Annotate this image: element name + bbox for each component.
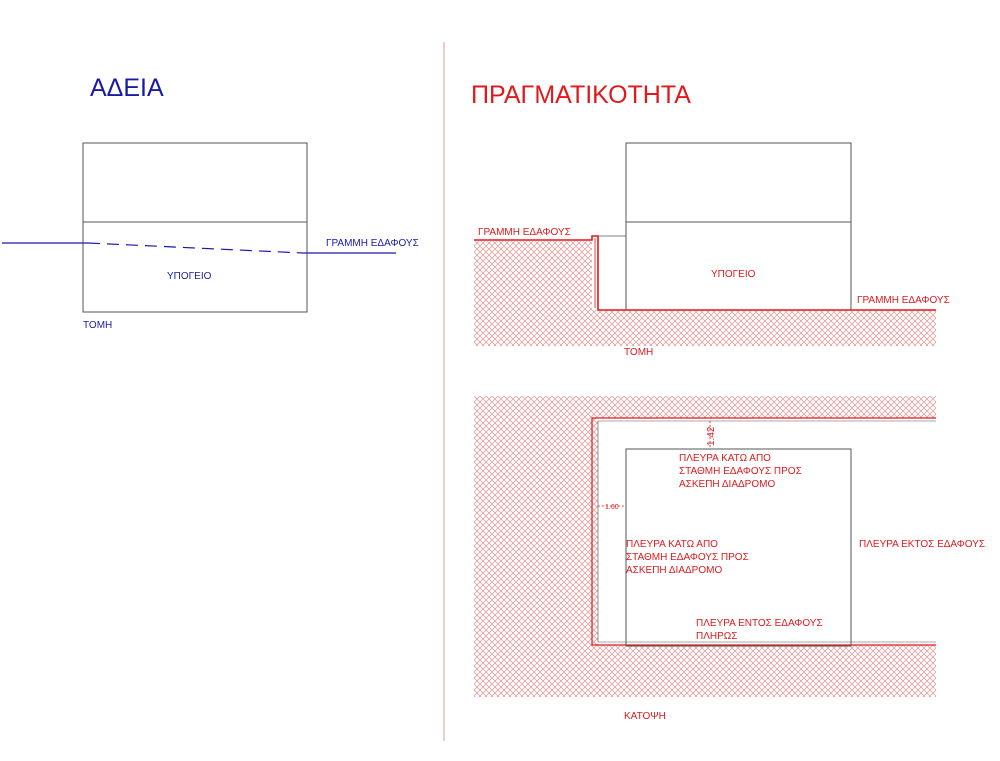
plan-caption: ΚΑΤΟΨΗ	[624, 711, 666, 722]
plan-dim-left: 1.60	[605, 504, 619, 511]
permit-title: ΑΔΕΙΑ	[90, 74, 164, 102]
permit-basement-label: ΥΠΟΓΕΙΟ	[167, 271, 212, 282]
plan-dim-top: 1.42	[706, 426, 717, 446]
permit-building-outline	[83, 143, 307, 312]
plan-note-top-line1: ΠΛΕΥΡΑ ΚΑΤΩ ΑΠΟ	[679, 453, 771, 464]
plan-note-above-ground: ΠΛΕΥΡΑ ΕΚΤΟΣ ΕΔΑΦΟΥΣ	[859, 539, 986, 550]
permit-section-caption: ΤΟΜΗ	[83, 320, 113, 331]
permit-ground-line-dashed	[88, 243, 303, 253]
plan-note-inside-line1: ΠΛΕΥΡΑ ΕΝΤΟΣ ΕΔΑΦΟΥΣ	[696, 618, 823, 629]
section-caption: ΤΟΜΗ	[624, 347, 654, 358]
permit-ground-line-label: ΓΡΑΜΜΗ ΕΔΑΦΟΥΣ	[326, 238, 419, 249]
plan-note-left-line1: ΠΛΕΥΡΑ ΚΑΤΩ ΑΠΟ	[626, 539, 718, 550]
plan-note-inside-line2: ΠΛΗΡΩΣ	[696, 631, 738, 642]
section-soil-hatch	[474, 241, 936, 346]
reality-title: ΠΡΑΓΜΑΤΙΚΟΤΗΤΑ	[471, 81, 691, 109]
plan-note-top-line2: ΣΤΑΘΜΗ ΕΔΑΦΟΥΣ ΠΡΟΣ	[679, 466, 802, 477]
section-ground-line-label-right: ΓΡΑΜΜΗ ΕΔΑΦΟΥΣ	[857, 295, 950, 306]
section-ground-line-label-left: ΓΡΑΜΜΗ ΕΔΑΦΟΥΣ	[478, 227, 571, 238]
plan-note-left-line2: ΣΤΑΘΜΗ ΕΔΑΦΟΥΣ ΠΡΟΣ	[626, 552, 749, 563]
plan-note-left-line3: ΑΣΚΕΠΗ ΔΙΑΔΡΟΜΟ	[626, 565, 723, 576]
section-building-outline	[626, 143, 851, 310]
section-basement-label: ΥΠΟΓΕΙΟ	[711, 269, 756, 280]
plan-note-top-line3: ΑΣΚΕΠΗ ΔΙΑΔΡΟΜΟ	[679, 479, 776, 490]
